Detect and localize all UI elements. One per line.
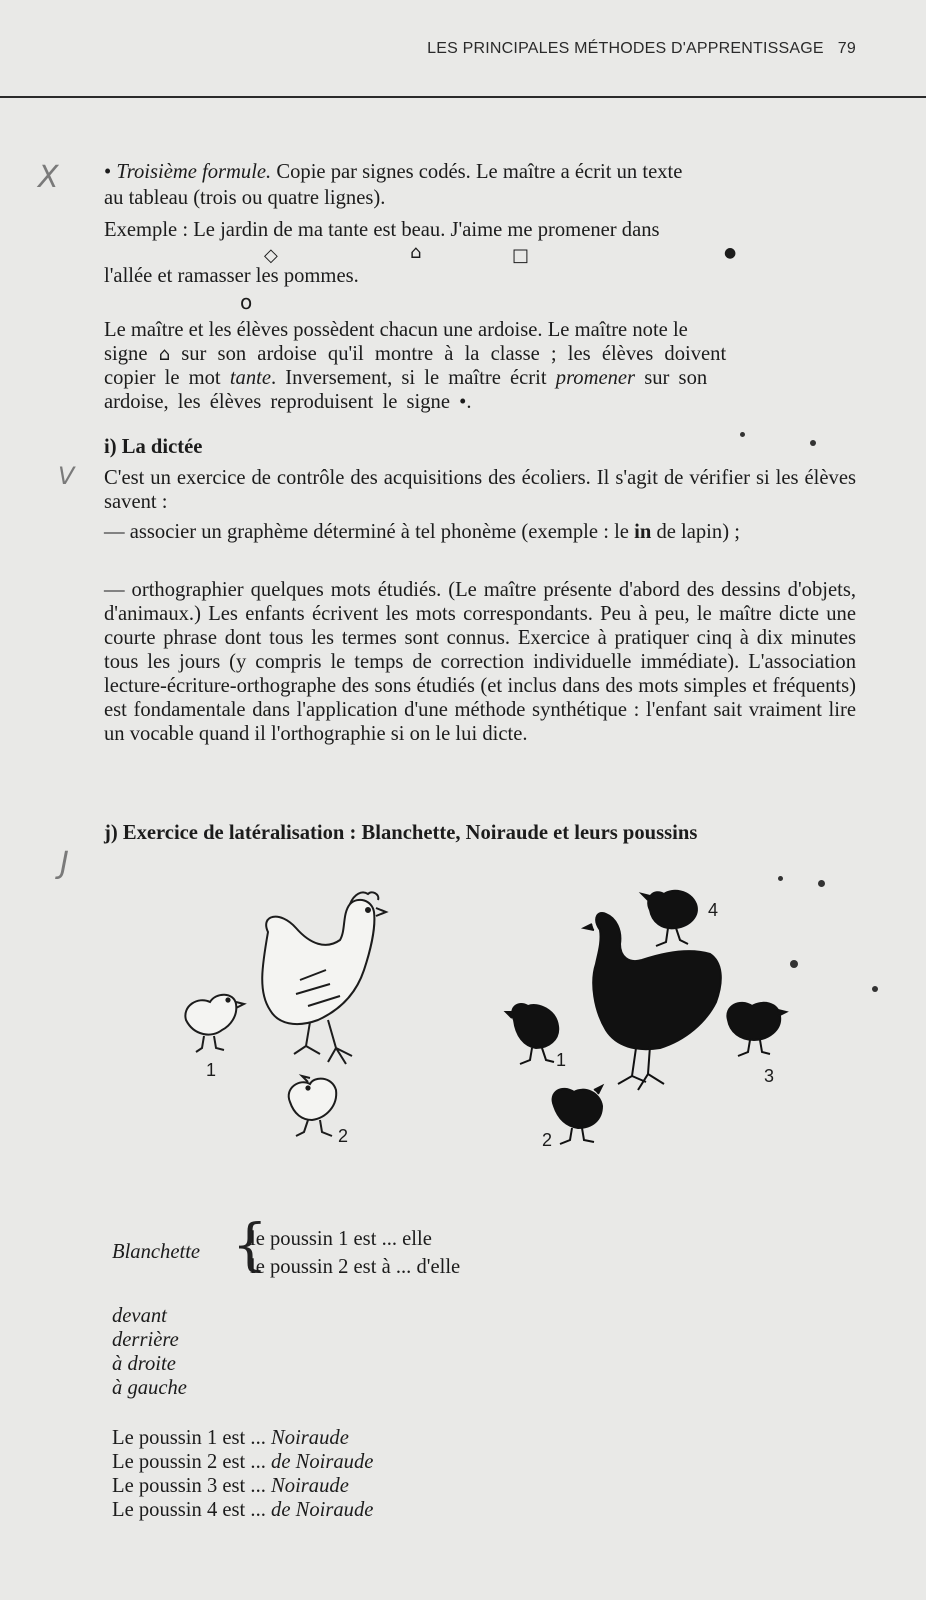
white-chick-label-2: 2	[338, 1126, 349, 1146]
italic-word: promener	[555, 367, 636, 389]
ink-speck	[872, 986, 878, 992]
section-i-item2: — orthographier quelques mots étudiés. (Le maître présente d'abord des dessins d'objets, d'animaux.) Les enfants écrivent les mots correspondants. Peu à peu, le maître dicte une courte phrase dont tous les termes sont connus. Exercice à pratiquer cinq à dix minutes tous les jours (y compris le temps de correction individuelle immédiate). L'association lecture-écriture-orthographe des sons étudiés (et inclus dans des mots simples et fréquents) est fondamentale dans l'application d'une méthode synthétique : l'enfant sait vraiment lire un vocable quand il l'orthographie si on le lui dicte.	[104, 579, 856, 745]
text: sur son ardoise qu'il montre à la classe ; les élèves doivent	[181, 343, 727, 365]
text: signe	[104, 343, 148, 365]
example-line-2: l'allée et ramasser les pommes.	[104, 265, 359, 287]
square-symbol: □	[512, 245, 530, 266]
black-chick-label-4: 4	[708, 900, 719, 920]
text: — associer un graphème déterminé à tel phonème (exemple : le	[104, 521, 629, 543]
section-i-intro: C'est un exercice de contrôle des acquisitions des écoliers. Il s'agit de vérifier si les élèves savent :	[104, 467, 856, 513]
circle-symbol: o	[240, 290, 253, 314]
ink-speck	[778, 876, 783, 881]
formula-para2-line2	[104, 342, 726, 367]
house-symbol: ⌂	[410, 242, 422, 263]
white-chick-label-1: 1	[206, 1060, 217, 1080]
noiraude-line-1	[112, 1426, 349, 1450]
ink-speck	[740, 432, 745, 437]
text: de lapin) ;	[656, 521, 740, 543]
margin-mark-1: X	[38, 160, 59, 195]
italic-text: de Noiraude	[271, 1451, 374, 1473]
example-line: Exemple : Le jardin de ma tante est beau. J'aime me promener dans	[104, 219, 660, 241]
text: Le poussin 2 est ...	[112, 1451, 266, 1473]
black-chick-label-1: 1	[556, 1050, 567, 1070]
house-symbol-inline: ⌂	[158, 344, 171, 365]
formula-text-1: Copie par signes codés. Le maître a écrit un texte	[276, 161, 683, 183]
black-chick-4	[642, 891, 697, 946]
formula-title: Troisième formule.	[116, 161, 272, 183]
word-derriere: derrière	[112, 1329, 179, 1351]
section-i-title: i) La dictée	[104, 436, 203, 458]
text: Le poussin 1 est ...	[112, 1427, 266, 1449]
ink-speck	[810, 440, 816, 446]
blanchette-line-2: le poussin 2 est à ... d'elle	[250, 1256, 461, 1278]
formula-line-2: au tableau (trois ou quatre lignes).	[104, 187, 386, 209]
margin-mark-3: J	[60, 846, 69, 881]
black-hen-illustration	[584, 913, 721, 1090]
noiraude-line-2	[112, 1450, 373, 1474]
running-header	[0, 40, 856, 58]
text: sur son	[644, 367, 708, 389]
black-chick-label-3: 3	[764, 1066, 775, 1086]
black-chick-2	[553, 1086, 602, 1144]
ink-speck	[790, 960, 798, 968]
italic-text: Noiraude	[271, 1427, 349, 1449]
formula-para2-line4: ardoise, les élèves reproduisent le signe •.	[104, 391, 472, 413]
header-title: LES PRINCIPALES MÉTHODES D'APPRENTISSAGE	[427, 40, 824, 57]
italic-word: tante	[229, 367, 271, 389]
word-a-droite: à droite	[112, 1353, 176, 1375]
black-chick-3	[727, 1003, 786, 1056]
header-rule	[0, 96, 926, 98]
blanchette-label	[112, 1240, 200, 1264]
chickens-figure	[150, 870, 810, 1170]
word-devant: devant	[112, 1305, 167, 1327]
bullet: •	[104, 161, 112, 183]
curly-brace: {	[232, 1213, 268, 1278]
blanchette-line-1: le poussin 1 est ... elle	[250, 1228, 432, 1250]
white-chick-1	[185, 995, 244, 1052]
page-number: 79	[837, 40, 856, 57]
black-chick-label-2: 2	[542, 1130, 553, 1150]
blanchette-name: Blanchette	[112, 1241, 201, 1263]
ink-speck	[818, 880, 825, 887]
word-a-gauche: à gauche	[112, 1377, 187, 1399]
text: Le poussin 3 est ...	[112, 1475, 266, 1497]
margin-mark-2: V	[58, 462, 75, 490]
formula-line-1	[104, 160, 682, 184]
white-hen-illustration	[262, 892, 386, 1064]
text: . Inversement, si le maître écrit	[271, 367, 547, 389]
noiraude-line-3	[112, 1474, 349, 1498]
dot-symbol: ●	[724, 245, 737, 261]
italic-text: Noiraude	[271, 1475, 349, 1497]
text: Le poussin 4 est ...	[112, 1499, 266, 1521]
formula-para2-line1: Le maître et les élèves possèdent chacun une ardoise. Le maître note le	[104, 319, 688, 341]
bold-word: in	[634, 521, 652, 543]
text: copier le mot	[104, 367, 221, 389]
section-j-title: j) Exercice de latéralisation : Blanchette, Noiraude et leurs poussins	[104, 822, 698, 844]
black-chick-1	[506, 1004, 558, 1064]
formula-para2-line3	[104, 366, 707, 390]
section-i-item1	[104, 520, 856, 544]
white-chick-2	[289, 1076, 337, 1136]
diamond-symbol: ◇	[264, 245, 278, 266]
noiraude-line-4	[112, 1498, 373, 1522]
italic-text: de Noiraude	[271, 1499, 374, 1521]
